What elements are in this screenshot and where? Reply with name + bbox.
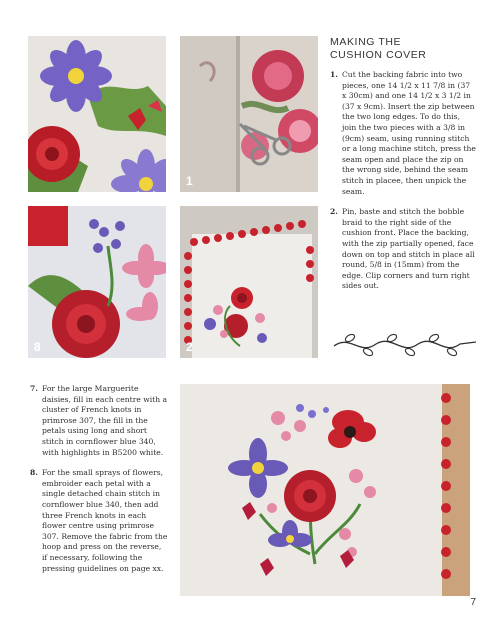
cover-step: [330, 70, 476, 197]
photo-step-number: 2: [186, 340, 193, 354]
step-number: 7.: [30, 384, 38, 393]
section-heading-line1: MAKING THE: [330, 36, 402, 48]
step-number: 8.: [30, 468, 38, 478]
cover-step: [330, 207, 476, 292]
embroidery-step: [30, 384, 168, 458]
photo-rose-sprays: [28, 206, 166, 358]
photo-marguerite-detail: [28, 36, 166, 192]
step-number: 1.: [330, 70, 338, 79]
page-number: 7: [470, 597, 476, 608]
embroidery-steps-list: [30, 384, 168, 584]
photo-bobble-braid: [180, 206, 318, 358]
decorative-vine-icon: [330, 332, 480, 358]
step-text: For the large Marguerite daisies, fill in each centre with a cluster of French knots in primrose 307, the fill in the petals using long and short stitch in cornflower blue 340, with highlights in B5200 white.: [42, 384, 168, 457]
step-text: For the small sprays of flowers, embroider each petal with a single detached chain stitch in cornflower blue 340, then add three French knots in each flower centre using primrose 307. Remove the fabric from the hoop and press on the reverse, if necessary, following the pressing guidelines on page xx.: [42, 468, 168, 573]
step-text: Cut the backing fabric into two pieces, one 14 1/2 x 11 7/8 in (37 x 30cm) and one 14 1/2 x 3 1/2 in (37 x 9cm). Insert the zip between the two long edges. To do this, join the two pieces with a 3/8 in (9cm) seam, using running stitch or a long machine stitch, press the seam open and place the zip on the wrong side, behind the seam stitch in placee, then unpick the seam.: [342, 70, 476, 196]
cover-steps-list: [330, 70, 476, 302]
embroidery-step: [30, 468, 168, 574]
photo-zip-backing: [180, 36, 318, 192]
photo-step-number: 1: [186, 174, 193, 188]
step-number: 2.: [330, 207, 338, 217]
photo-finished-cushion: [180, 384, 470, 596]
section-heading-line2: CUSHION COVER: [330, 49, 427, 61]
photo-step-number: 8: [34, 340, 41, 354]
section-heading: [330, 36, 480, 62]
step-text: Pin, baste and stitch the bobble braid to the right side of the cushion front. Place the backing, with the zip partially opened, face down on top and stitch in place all round, 5/8 in (15mm) from the edge. Clip corners and turn right sides out.: [342, 207, 475, 291]
